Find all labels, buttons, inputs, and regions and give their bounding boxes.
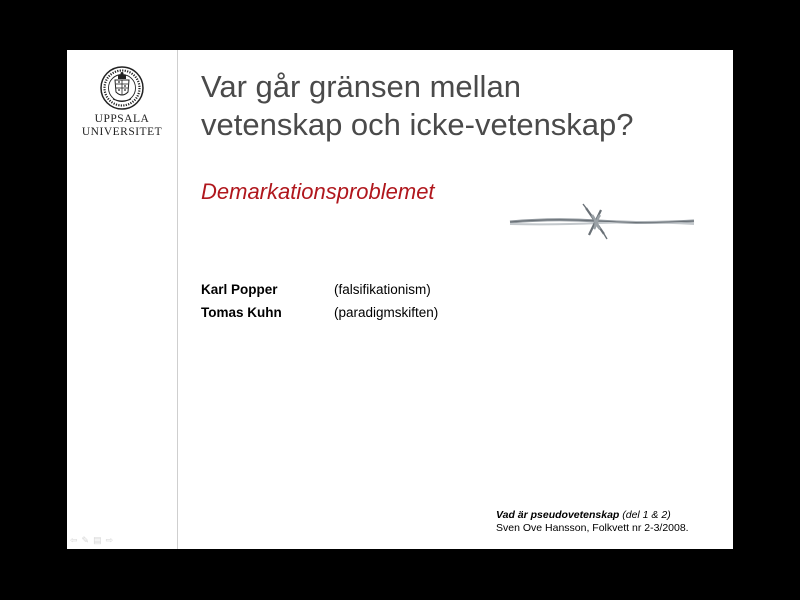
slide [67,50,733,549]
reference-title-line [496,509,689,522]
reference-source: Sven Ove Hansson, Folkvett nr 2-3/2008. [496,522,689,534]
slide-divider [177,50,178,549]
person-name: Karl Popper [201,282,278,297]
pen-icon[interactable]: ✎ [81,535,90,545]
university-name-line1: UPPSALA [94,113,150,125]
list-item [201,301,438,324]
reference [496,509,689,535]
menu-icon[interactable]: ▤ [93,535,102,545]
person-description: (paradigmskiften) [334,305,439,320]
university-name-line2: UNIVERSITET [81,126,163,138]
uppsala-seal-icon [100,66,144,110]
reference-title-suffix: (del 1 & 2) [622,509,671,521]
university-name [67,113,177,139]
university-logo [67,66,177,139]
person-name: Tomas Kuhn [201,305,282,320]
person-description: (falsifikationism) [334,282,431,297]
slide-title [201,68,721,144]
slide-subtitle: Demarkationsproblemet [201,179,435,204]
previous-slide-icon[interactable]: ⇦ [70,535,78,545]
people-list [201,278,438,324]
barbed-wire-icon [508,201,696,243]
reference-title: Vad är pseudovetenskap [496,509,620,521]
slide-navigation [70,535,113,545]
slide-title-line1: Var går gränsen mellan [201,69,521,104]
list-item [201,278,438,301]
next-slide-icon[interactable]: ⇨ [105,535,114,545]
slide-title-line2: vetenskap och icke-vetenskap? [201,107,634,142]
